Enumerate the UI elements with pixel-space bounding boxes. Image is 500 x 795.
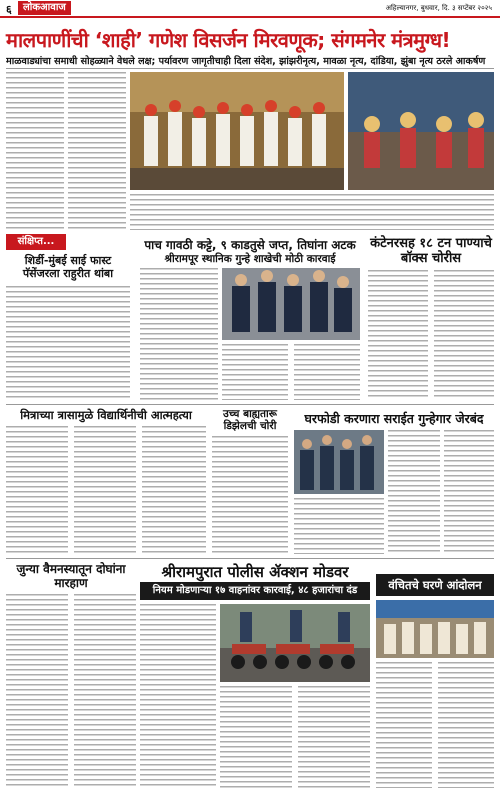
- protest-text-2: [438, 662, 494, 788]
- arrest-subhead: श्रीरामपूर स्थानिक गुन्हे शाखेची मोठी कारवाई: [164, 253, 336, 265]
- police-text-2: [220, 686, 292, 788]
- lead-text-col-1: [6, 72, 64, 230]
- shirdi-headline: शिर्डी-मुंबई साई फास्ट पॅसेंजरला राहुरीत थांबा: [22, 254, 114, 280]
- divider: [6, 558, 494, 559]
- dateline: अहिल्यानगर, बुधवार, दि. ३ सप्टेंबर २०२५: [385, 4, 492, 12]
- dance-photo: [348, 72, 494, 190]
- arrest-headline: पाच गावठी कट्टे, ९ काडतुसे जप्त, तिघांना अटक: [144, 238, 356, 252]
- arrest-photo: [222, 268, 360, 340]
- procession-photo: [130, 72, 344, 190]
- shirdi-text: [6, 286, 130, 400]
- student-text-1: [6, 426, 68, 554]
- police-text-3: [298, 686, 370, 788]
- police-text-1: [140, 604, 216, 788]
- arrest-text-3: [294, 344, 360, 400]
- student-text-3: [142, 426, 206, 554]
- feud-headline: जुन्या वैमनस्यातून दोघांना मारहाण: [16, 562, 126, 590]
- lead-headline: मालपाणींची ‘शाही’ गणेश विसर्जन मिरवणूक; संगमनेर मंत्रमुग्ध!: [6, 28, 451, 52]
- diesel-text: [212, 436, 288, 554]
- arrest-text-1: [140, 268, 218, 400]
- container-text-1: [368, 270, 428, 400]
- student-headline: मित्राच्या त्रासामुळे विद्यार्थिनीची आत्महत्या: [20, 408, 192, 422]
- protest-photo: [376, 600, 494, 658]
- burglary-text-3: [294, 498, 384, 554]
- burglary-text-1: [388, 430, 440, 554]
- lead-text-bottom: [130, 194, 494, 230]
- divider: [6, 68, 494, 69]
- lead-text-col-2: [68, 72, 126, 230]
- burglary-text-2: [444, 430, 494, 554]
- masthead: [0, 0, 500, 18]
- container-text-2: [434, 270, 494, 400]
- feud-text-2: [74, 594, 136, 788]
- arrest-text-2: [222, 344, 288, 400]
- police-headline: श्रीरामपुरात पोलीस ॲक्शन मोडवर: [161, 563, 349, 581]
- vehicles-photo: [220, 604, 370, 682]
- protest-text-1: [376, 662, 432, 788]
- student-text-2: [74, 426, 136, 554]
- feud-text-1: [6, 594, 68, 788]
- container-headline: कंटेनरसह १८ टन पाण्याचे बॉक्स चोरीस: [370, 236, 492, 266]
- diesel-headline: उच्च बाह्यतारू डिझेलची चोरी: [223, 408, 277, 432]
- newspaper-logo: लोकआवाज: [18, 1, 71, 15]
- police-subhead: नियम मोडणाऱ्या १७ वाहनांवर कारवाई, ४८ हजारांचा दंड: [140, 582, 370, 600]
- burglary-headline: घरफोडी करणारा सराईत गुन्हेगार जेरबंद: [304, 411, 484, 426]
- burglary-photo: [294, 430, 384, 494]
- lead-subhead: माळवाड्यांचा समाधी सोहळ्याने वेधले लक्ष; पर्यावरण जागृतीचाही दिला संदेश, झांझरीनृत्य, मावळा नृत्य, दांडिया, झुंबा नृत्य ठरले आकर्षण: [6, 56, 486, 67]
- divider: [6, 404, 494, 405]
- page-number: ६: [6, 3, 12, 16]
- protest-headline: वंचितचे घरणे आंदोलन: [376, 574, 494, 596]
- brief-tag: संक्षिप्त...: [6, 234, 66, 250]
